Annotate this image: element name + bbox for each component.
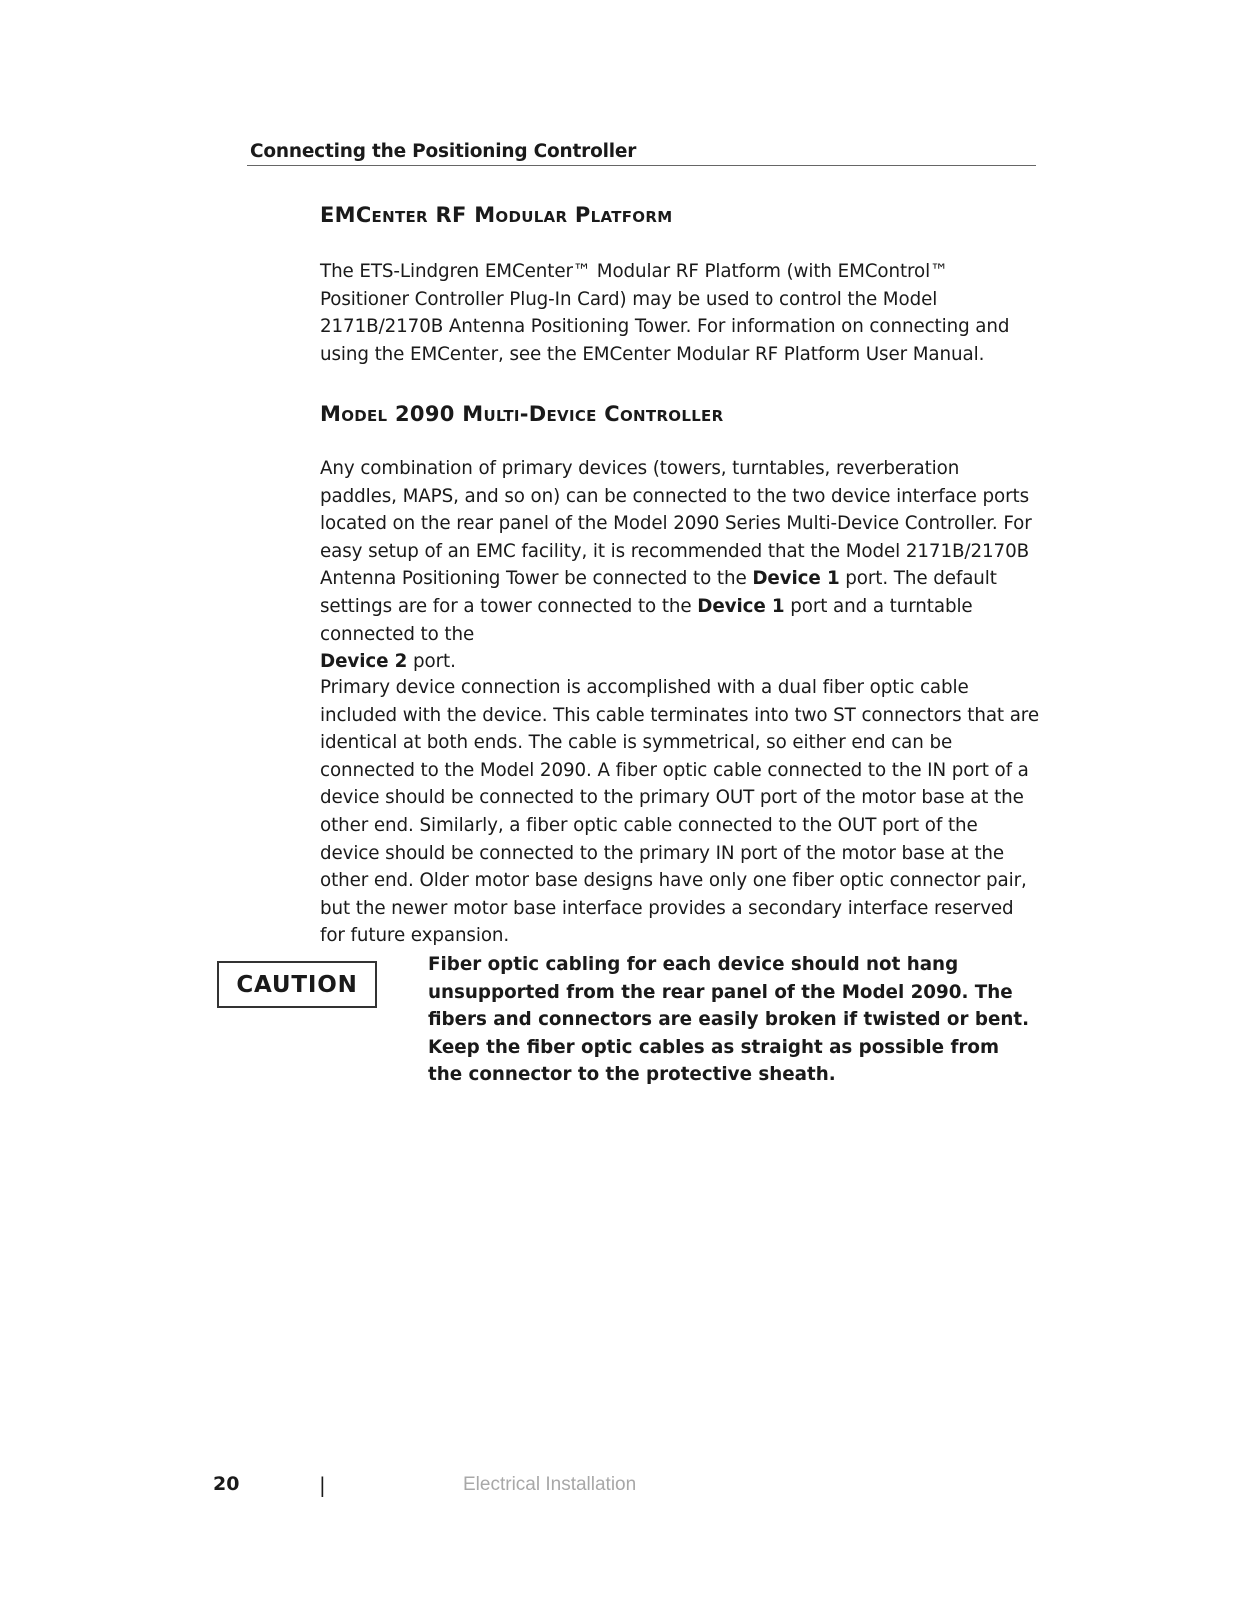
text-run: port. <box>407 651 456 673</box>
caution-badge <box>217 961 377 1008</box>
text-run: Any combination of primary devices (towers, turntables, reverberation paddles, MAPS, and so on) can be connected to the two device interface ports located on the rear panel of the Model 2090 Series Multi-Device Controller. For easy setup of an EMC facility, it is recommended that the Model 2171B/2170B Antenna Positioning Tower be connected to the <box>320 458 1032 590</box>
header-title: Connecting the Positioning Controller <box>250 141 637 162</box>
text-run: port. The default settings are for a tower connected to the <box>320 568 997 617</box>
bold-term: Device 2 <box>320 651 408 673</box>
paragraph-primary-devices <box>320 455 1040 676</box>
text-run: port and a turntable connected to the <box>320 595 973 645</box>
section-heading-model-2090: Model 2090 Multi-Device Controller <box>320 402 724 426</box>
paragraph-emcenter: The ETS-Lindgren EMCenter™ Modular RF Platform (with EMControl™ Positioner Controller Plug-In Card) may be used to control the Model 2171B/2170B Antenna Positioning Tower. For information on connecting and using the EMCenter, see the EMCenter Modular RF Platform User Manual. <box>320 261 1010 365</box>
running-header <box>247 141 1036 166</box>
footer-section-title: Electrical Installation <box>463 1474 637 1495</box>
section-heading-emcenter: EMCenter RF Modular Platform <box>320 203 673 227</box>
bold-term: Device 1 <box>697 595 785 617</box>
caution-text: Fiber optic cabling for each device should not hang unsupported from the rear panel of the Model 2090. The fibers and connectors are easily broken if twisted or bent. Keep the fiber optic cables as straight as possible from the connector to the protective sheath. <box>428 954 1030 1086</box>
footer-separator: | <box>319 1473 326 1497</box>
caution-label: CAUTION <box>236 971 358 998</box>
page-number: 20 <box>213 1473 240 1495</box>
paragraph-fiber-connection: Primary device connection is accomplished with a dual fiber optic cable included with the device. This cable terminates into two ST connectors that are identical at both ends. The cable is symmetrical, so either end can be connected to the Model 2090. A fiber optic cable connected to the IN port of a device should be connected to the primary OUT port of the motor base at the other end. Similarly, a fiber optic cable connected to the OUT port of the device should be connected to the primary IN port of the motor base at the other end. Older motor base designs have only one fiber optic connector pair, but the newer motor base interface provides a secondary interface reserved for future expansion. <box>320 677 1039 947</box>
bold-term: Device 1 <box>752 568 840 590</box>
